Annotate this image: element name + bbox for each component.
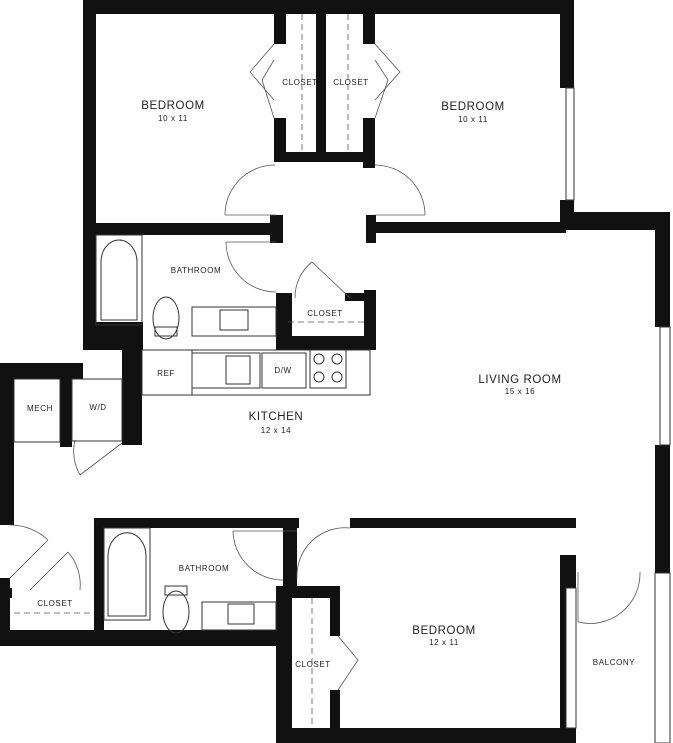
mech-label: MECH — [27, 404, 53, 413]
bedroom-nw-dims: 10 x 11 — [158, 114, 188, 123]
living-name: LIVING ROOM — [478, 374, 562, 386]
bathroom-bottom-label: BATHROOM — [178, 564, 230, 573]
bathroom-top-label: BATHROOM — [170, 266, 222, 275]
living-dims: 15 x 16 — [504, 387, 536, 396]
kitchen-name: KITCHEN — [248, 411, 304, 423]
wd-label: W/D — [89, 403, 107, 412]
windows — [566, 88, 670, 743]
bedroom-s-dims: 12 x 11 — [429, 638, 459, 647]
dw-label: D/W — [274, 366, 292, 375]
closet-nw-label: CLOSET — [282, 78, 318, 87]
closet-hall-label: CLOSET — [307, 309, 343, 318]
bedroom-nw-name: BEDROOM — [141, 100, 205, 112]
closet-ne-label: CLOSET — [333, 78, 369, 87]
bedroom-s-name: BEDROOM — [412, 625, 476, 637]
bedroom-ne-name: BEDROOM — [441, 101, 505, 113]
kitchen-dims: 12 x 14 — [260, 426, 292, 435]
labels — [27, 78, 635, 669]
bedroom-ne-dims: 10 x 11 — [458, 115, 488, 124]
balcony-label: BALCONY — [592, 658, 636, 667]
closet-sw-label: CLOSET — [37, 599, 73, 608]
closet-s-label: CLOSET — [295, 660, 331, 669]
ref-label: REF — [157, 369, 175, 378]
